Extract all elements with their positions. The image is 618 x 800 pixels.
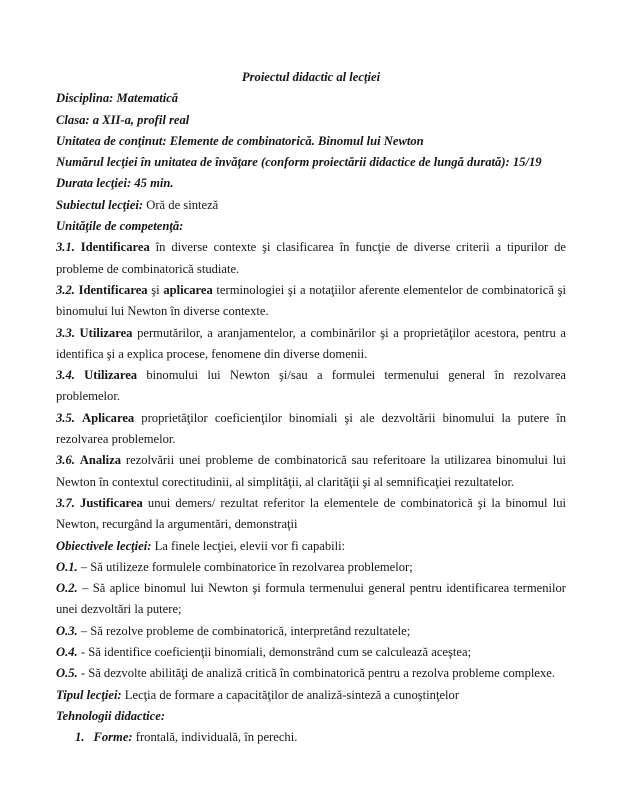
meta-unitatea-text: Unitatea de conţinut: Elemente de combinatorică. Binomul lui Newton xyxy=(56,133,424,148)
list-item-number: 1. xyxy=(75,730,85,745)
meta-line-durata xyxy=(56,173,566,194)
list-item-forme xyxy=(56,727,566,748)
competenta-paragraph xyxy=(56,237,566,280)
competenta-paragraph xyxy=(56,493,566,536)
competenta-paragraph xyxy=(56,450,566,493)
meta-line-unitatea xyxy=(56,131,566,152)
competenta-number: 3.3. xyxy=(56,325,80,340)
obiectiv-number: O.2. xyxy=(56,581,78,596)
meta-line-clasa xyxy=(56,110,566,131)
heading-unitatile xyxy=(56,216,566,237)
competenta-keyword: Utilizarea xyxy=(84,368,138,383)
competenta-number: 3.5. xyxy=(56,410,82,425)
competenta-text: rezolvării unei probleme de combinatorică sau referitoare la utilizarea binomului lui Newton în contextul corectitudinii, al simplităţii, al clarităţii şi al semnificaţiei rezultatelor. xyxy=(56,453,566,489)
competenta-keyword: Justificarea xyxy=(80,495,143,510)
forme-label: Forme: xyxy=(93,730,133,745)
obiectiv-paragraph xyxy=(56,578,566,621)
page-title xyxy=(56,67,566,88)
obiectiv-text: – Să rezolve probleme de combinatorică, interpretând rezultatele; xyxy=(77,623,411,638)
competenta-text: în diverse contexte şi clasificarea în funcţie de diverse criterii a tipurilor de probleme de combinatorică studiate. xyxy=(56,240,566,276)
heading-tehnologii xyxy=(56,706,566,727)
competenta-text: terminologiei şi a notaţiilor aferente elementelor de combinatorică şi binomului lui Newton în diverse contexte. xyxy=(56,282,566,319)
competenta-number: 3.7. xyxy=(56,495,81,510)
competenta-text: permutărilor, a aranjamentelor, a combinărilor şi a proprietăţilor acestora, pentru a identifica şi a explica procese, fenomene din diverse domenii. xyxy=(56,325,566,361)
subiectul-label: Subiectul lecţiei: xyxy=(56,197,144,212)
obiectiv-number: O.5. xyxy=(56,666,78,681)
competenta-text: binomului lui Newton şi/sau a formulei termenului general în rezolvarea problemelor. xyxy=(56,368,567,404)
competenta-paragraph xyxy=(56,408,566,451)
competenta-number: 3.1. xyxy=(56,240,81,255)
competenta-keyword2: aplicarea xyxy=(163,282,213,297)
obiectiv-paragraph xyxy=(56,557,566,578)
competenta-text: unui demers/ rezultat referitor la elementele de combinatorică şi la binomul lui Newton, recurgând la argumentări, demonstraţii xyxy=(56,495,566,532)
meta-line-subiectul xyxy=(56,195,566,216)
obiectiv-text: – Să aplice binomul lui Newton şi formula termenului general pentru identificarea termenilor unei dezvoltări la putere; xyxy=(56,581,566,617)
meta-clasa-text: Clasa: a XII-a, profil real xyxy=(56,112,190,127)
meta-numarul-text: Numărul lecţiei în unitatea de învăţare (conform proiectării didactice de lungă durată): 15/19 xyxy=(56,155,542,170)
subiectul-value: Oră de sinteză xyxy=(143,197,219,212)
competenta-keyword: Analiza xyxy=(79,453,122,468)
tipul-value: Lecţia de formare a capacităţilor de analiză-sinteză a cunoştinţelor xyxy=(121,687,460,702)
competenta-paragraph xyxy=(56,323,566,366)
heading-unitatile-text: Unităţile de competenţă: xyxy=(56,219,184,234)
competenta-number: 3.6. xyxy=(56,453,80,468)
obiectiv-paragraph xyxy=(56,621,566,642)
competenta-number: 3.4. xyxy=(56,368,85,383)
competenta-keyword: Utilizarea xyxy=(79,325,133,340)
heading-obiectivele xyxy=(56,536,566,557)
obiectivele-value: La finele lecţiei, elevii vor fi capabili: xyxy=(151,538,346,553)
competenta-text: proprietăţilor coeficienţilor binomiali şi ale dezvoltării binomului la putere în rezolvarea problemelor. xyxy=(56,410,566,447)
obiectiv-text: - Să identifice coeficienţii binomiali, demonstrând cum se calculează aceştea; xyxy=(77,645,472,660)
obiectivele-label: Obiectivele lecţiei: xyxy=(56,538,152,553)
competenta-number: 3.2. xyxy=(56,282,79,297)
competenta-paragraph xyxy=(56,365,566,408)
tipul-label: Tipul lecţiei: xyxy=(56,687,122,702)
meta-durata-text: Durata lecţiei: 45 min. xyxy=(56,176,174,191)
obiectiv-number: O.4. xyxy=(56,645,78,660)
obiectiv-number: O.3. xyxy=(56,623,78,638)
meta-line-disciplina xyxy=(56,88,566,109)
obiectiv-text: - Să dezvolte abilităţi de analiză critică în combinatorică pentru a rezolva probleme complexe. xyxy=(77,666,556,681)
page-title-text: Proiectul didactic al lecţiei xyxy=(241,70,381,84)
obiectiv-text: – Să utilizeze formulele combinatorice în rezolvarea problemelor; xyxy=(77,559,413,574)
heading-tehnologii-text: Tehnologii didactice: xyxy=(56,708,166,723)
obiectiv-paragraph xyxy=(56,642,566,663)
meta-line-tipul xyxy=(56,685,566,706)
meta-line-numarul xyxy=(56,152,566,173)
competenta-keyword: Identificarea xyxy=(78,282,148,297)
competenta-mid: şi xyxy=(147,282,164,297)
forme-value: frontală, individuală, în perechi. xyxy=(132,730,298,745)
competenta-keyword: Aplicarea xyxy=(81,410,135,425)
obiectiv-paragraph xyxy=(56,663,566,684)
competenta-paragraph xyxy=(56,280,566,323)
meta-disciplina-text: Disciplina: Matematică xyxy=(56,91,179,106)
obiectiv-number: O.1. xyxy=(56,559,78,574)
competenta-keyword: Identificarea xyxy=(80,240,150,255)
